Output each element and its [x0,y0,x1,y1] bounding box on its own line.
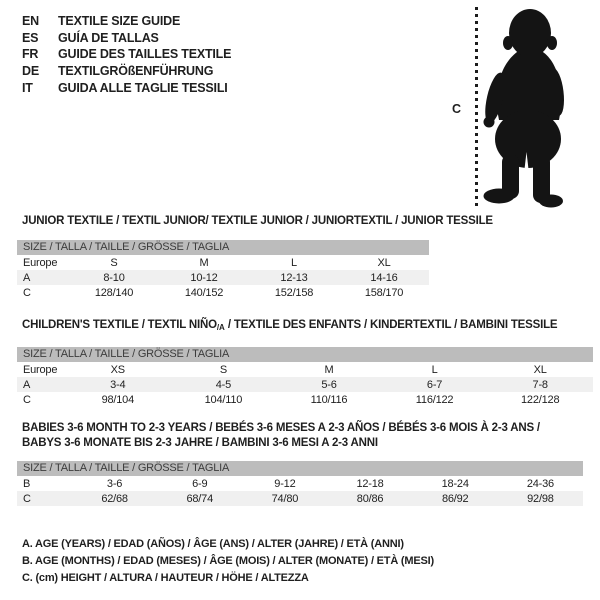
size-cell: 92/98 [527,492,554,505]
table-row [17,377,593,392]
guide-title: TEXTILGRÖßENFÜHRUNG [58,64,214,79]
table-row [17,392,593,407]
language-title-list [22,13,231,96]
size-cell: 110/116 [310,393,348,406]
table-row [17,255,429,270]
language-row [22,13,231,30]
babies-textile-section [17,421,583,506]
size-cell: 24-36 [526,477,554,490]
row-label: C [23,492,31,505]
row-label: C [23,393,31,406]
size-cell: S [219,363,227,376]
size-cell: 116/122 [415,393,454,406]
table-title-text: BABYS 3-6 MONATE BIS 2-3 JAHRE / BAMBINI 3-6 MESI A 2-3 ANNI [22,437,378,449]
guide-title: GUÍA DE TALLAS [58,30,159,45]
size-cell: 5-6 [321,378,337,391]
size-cell: 74/80 [271,492,299,505]
size-header-band: SIZE / TALLA / TAILLE / GRÖSSE / TAGLIA [17,347,593,362]
childrens-textile-section [17,318,593,407]
guide-title: GUIDE DES TAILLES TEXTILE [58,47,232,62]
language-row [22,79,231,96]
height-measure-dashed-line [475,7,478,208]
size-header-band: SIZE / TALLA / TAILLE / GRÖSSE / TAGLIA [17,240,429,255]
size-table [17,362,593,407]
size-table [17,476,583,506]
size-cell: 86/92 [441,492,469,505]
table-title-text: / TEXTILE DES ENFANTS / KINDERTEXTIL / BAMBINI TESSILE [224,319,558,331]
row-label: A [23,271,31,284]
language-code: ES [22,30,39,45]
note-line: C. (cm) HEIGHT / ALTURA / HAUTEUR / HÖHE / ALTEZZA [22,571,309,584]
size-cell: 62/68 [101,492,128,505]
size-cell: 9-12 [274,477,296,490]
language-code: FR [22,47,39,62]
size-cell: 8-10 [103,271,125,284]
height-label-c: C [452,102,461,116]
size-cell: 80/86 [356,492,384,505]
row-label: C [23,286,31,299]
size-cell: XL [377,256,391,269]
size-cell: M [324,363,334,376]
size-cell: 7-8 [532,378,548,391]
table-title-text: CHILDREN'S TEXTILE / TEXTIL NIÑO [22,319,217,331]
junior-textile-section [17,214,493,300]
size-cell: 122/128 [521,393,560,406]
note-line: A. AGE (YEARS) / EDAD (AÑOS) / ÂGE (ANS) / ALTER (JAHRE) / ETÀ (ANNI) [22,538,404,550]
table-row [17,362,593,377]
language-row [22,46,231,63]
table-title-text: /A [216,323,225,332]
footnotes [22,536,434,586]
row-label: Europe [23,363,58,376]
table-row [17,270,429,285]
size-cell: XS [110,363,125,376]
row-label: Europe [23,256,58,269]
language-code: EN [22,14,39,29]
guide-title: TEXTILE SIZE GUIDE [58,14,181,29]
table-title [22,214,493,229]
size-cell: 152/158 [274,286,314,299]
size-cell: 3-4 [110,378,126,391]
size-cell: 140/152 [184,286,224,299]
size-cell: 12-18 [356,477,384,490]
table-title-text: BABIES 3-6 MONTH TO 2-3 YEARS / BEBÉS 3-6 MESES A 2-3 AÑOS / BÉBÉS 3-6 MOIS À 2-3 ANS / [22,422,540,434]
table-row [17,285,429,300]
table-row [17,491,583,506]
size-cell: XL [533,363,547,376]
language-row [22,63,231,80]
row-label: B [23,477,31,490]
size-cell: 3-6 [106,477,123,490]
size-cell: 158/170 [364,286,404,299]
table-title-line [22,214,493,229]
size-cell: 128/140 [94,286,134,299]
size-cell: 104/110 [204,393,243,406]
size-cell: L [431,363,438,376]
table-title-line [22,318,593,335]
table-title-text: JUNIOR TEXTILE / TEXTIL JUNIOR/ TEXTILE JUNIOR / JUNIORTEXTIL / JUNIOR TESSILE [22,215,493,227]
size-cell: 6-9 [192,477,208,490]
size-cell: M [199,256,209,269]
table-title [22,318,593,335]
size-cell: 10-12 [190,271,218,284]
size-cell: 6-7 [426,378,443,391]
table-title [22,421,583,451]
size-cell: 4-5 [215,378,232,391]
size-cell: 68/74 [186,492,213,505]
language-code: IT [22,80,33,95]
size-cell: S [110,256,118,269]
language-row [22,30,231,47]
size-table [17,255,429,300]
size-cell: 12-13 [280,271,308,284]
size-cell: 18-24 [441,477,469,490]
size-cell: L [291,256,297,269]
note-line: B. AGE (MONTHS) / EDAD (MESES) / ÂGE (MOIS) / ALTER (MONATE) / ETÀ (MESI) [22,554,434,567]
table-title-line [22,421,583,436]
size-cell: 98/104 [101,393,135,406]
language-code: DE [22,64,39,79]
guide-title: GUIDA ALLE TAGLIE TESSILI [58,80,228,95]
size-header-band: SIZE / TALLA / TAILLE / GRÖSSE / TAGLIA [17,461,583,476]
table-row [17,476,583,491]
baby-silhouette [482,8,568,208]
table-title-line [22,436,583,451]
row-label: A [23,378,31,391]
size-cell: 14-16 [370,271,398,284]
